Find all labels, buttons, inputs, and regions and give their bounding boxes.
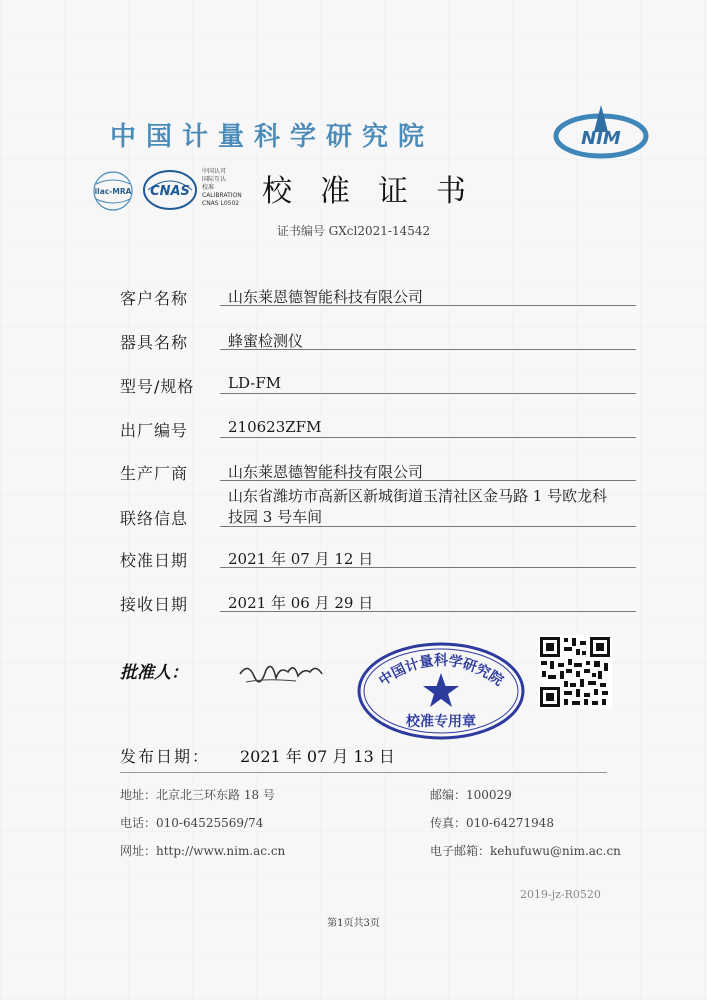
footer-address: 地址：北京北三环东路 18 号 [120, 788, 275, 802]
field-label: 接收日期 [120, 595, 189, 614]
footer-postcode: 邮编：100029 [430, 788, 512, 802]
calibration-seal [356, 641, 526, 741]
field-underline [220, 393, 636, 394]
field-underline [220, 567, 636, 568]
nim-logo-text: NIM [581, 128, 621, 149]
cnas-line: 校准 [202, 184, 215, 191]
field-value: 蜂蜜检测仪 [228, 332, 304, 350]
field-label: 器具名称 [120, 333, 189, 352]
field-underline [220, 611, 636, 612]
field-label: 型号/规格 [120, 377, 195, 396]
field-value: 2021 年 07 月 12 日 [228, 550, 374, 568]
field-value: 山东莱恩德智能科技有限公司 [228, 463, 424, 481]
approver-label: 批准人： [120, 663, 188, 683]
field-underline [220, 480, 636, 481]
field-contact [120, 486, 620, 530]
footer-fax: 传真：010-64271948 [430, 816, 555, 830]
field-label: 联络信息 [120, 509, 189, 528]
cnas-line: 中国认可 [202, 168, 227, 175]
qr-code[interactable] [538, 635, 612, 709]
footer-phone: 电话：010-64525569/74 [120, 816, 264, 830]
seal-top-text: 中国计量科学研究院 [376, 653, 506, 690]
cnas-line: CNAS L0502 [202, 200, 240, 207]
field-value: 2021 年 06 月 29 日 [228, 594, 374, 612]
field-value: LD-FM [228, 374, 282, 392]
certificate-title: 校准证书 [262, 174, 494, 209]
field-label: 生产厂商 [120, 464, 189, 483]
issue-date-value: 2021 年 07 月 13 日 [240, 747, 395, 766]
ilac-mra-logo-icon [88, 170, 138, 212]
cnas-line: 国际互认 [202, 176, 227, 183]
field-underline [220, 526, 636, 527]
issue-date-label: 发布日期： [120, 747, 211, 766]
page-number: 第1页共3页 [327, 918, 380, 929]
field-value: 210623ZFM [228, 418, 322, 436]
ilac-logo-text: ilac-MRA [94, 187, 132, 196]
field-value: 山东莱恩德智能科技有限公司 [228, 288, 424, 306]
field-label: 客户名称 [120, 289, 189, 308]
field-label: 校准日期 [120, 551, 189, 570]
field-underline [220, 349, 636, 350]
seal-bottom-text: 校准专用章 [406, 714, 476, 730]
footer-divider [120, 772, 607, 773]
nim-logo-icon [552, 102, 650, 160]
cnas-accreditation-text [202, 168, 258, 208]
field-underline [220, 305, 636, 306]
field-label: 出厂编号 [120, 421, 189, 440]
field-value: 山东省潍坊市高新区新城街道玉清社区金马路 1 号欧龙科技园 3 号车间 [228, 487, 608, 526]
form-code: 2019-jz-R0520 [520, 888, 601, 901]
certificate-number: 证书编号 GXcl2021-14542 [276, 224, 431, 238]
footer-website[interactable]: 网址：http://www.nim.ac.cn [120, 844, 286, 858]
cnas-logo-icon [142, 168, 198, 212]
field-underline [220, 437, 636, 438]
cnas-line: CALIBRATION [202, 192, 242, 199]
cnas-logo-text: CNAS [150, 184, 190, 199]
footer-email[interactable]: 电子邮箱：kehufuwu@nim.ac.cn [430, 844, 621, 858]
organization-name: 中国计量科学研究院 [110, 122, 435, 152]
approver-signature [236, 654, 326, 688]
